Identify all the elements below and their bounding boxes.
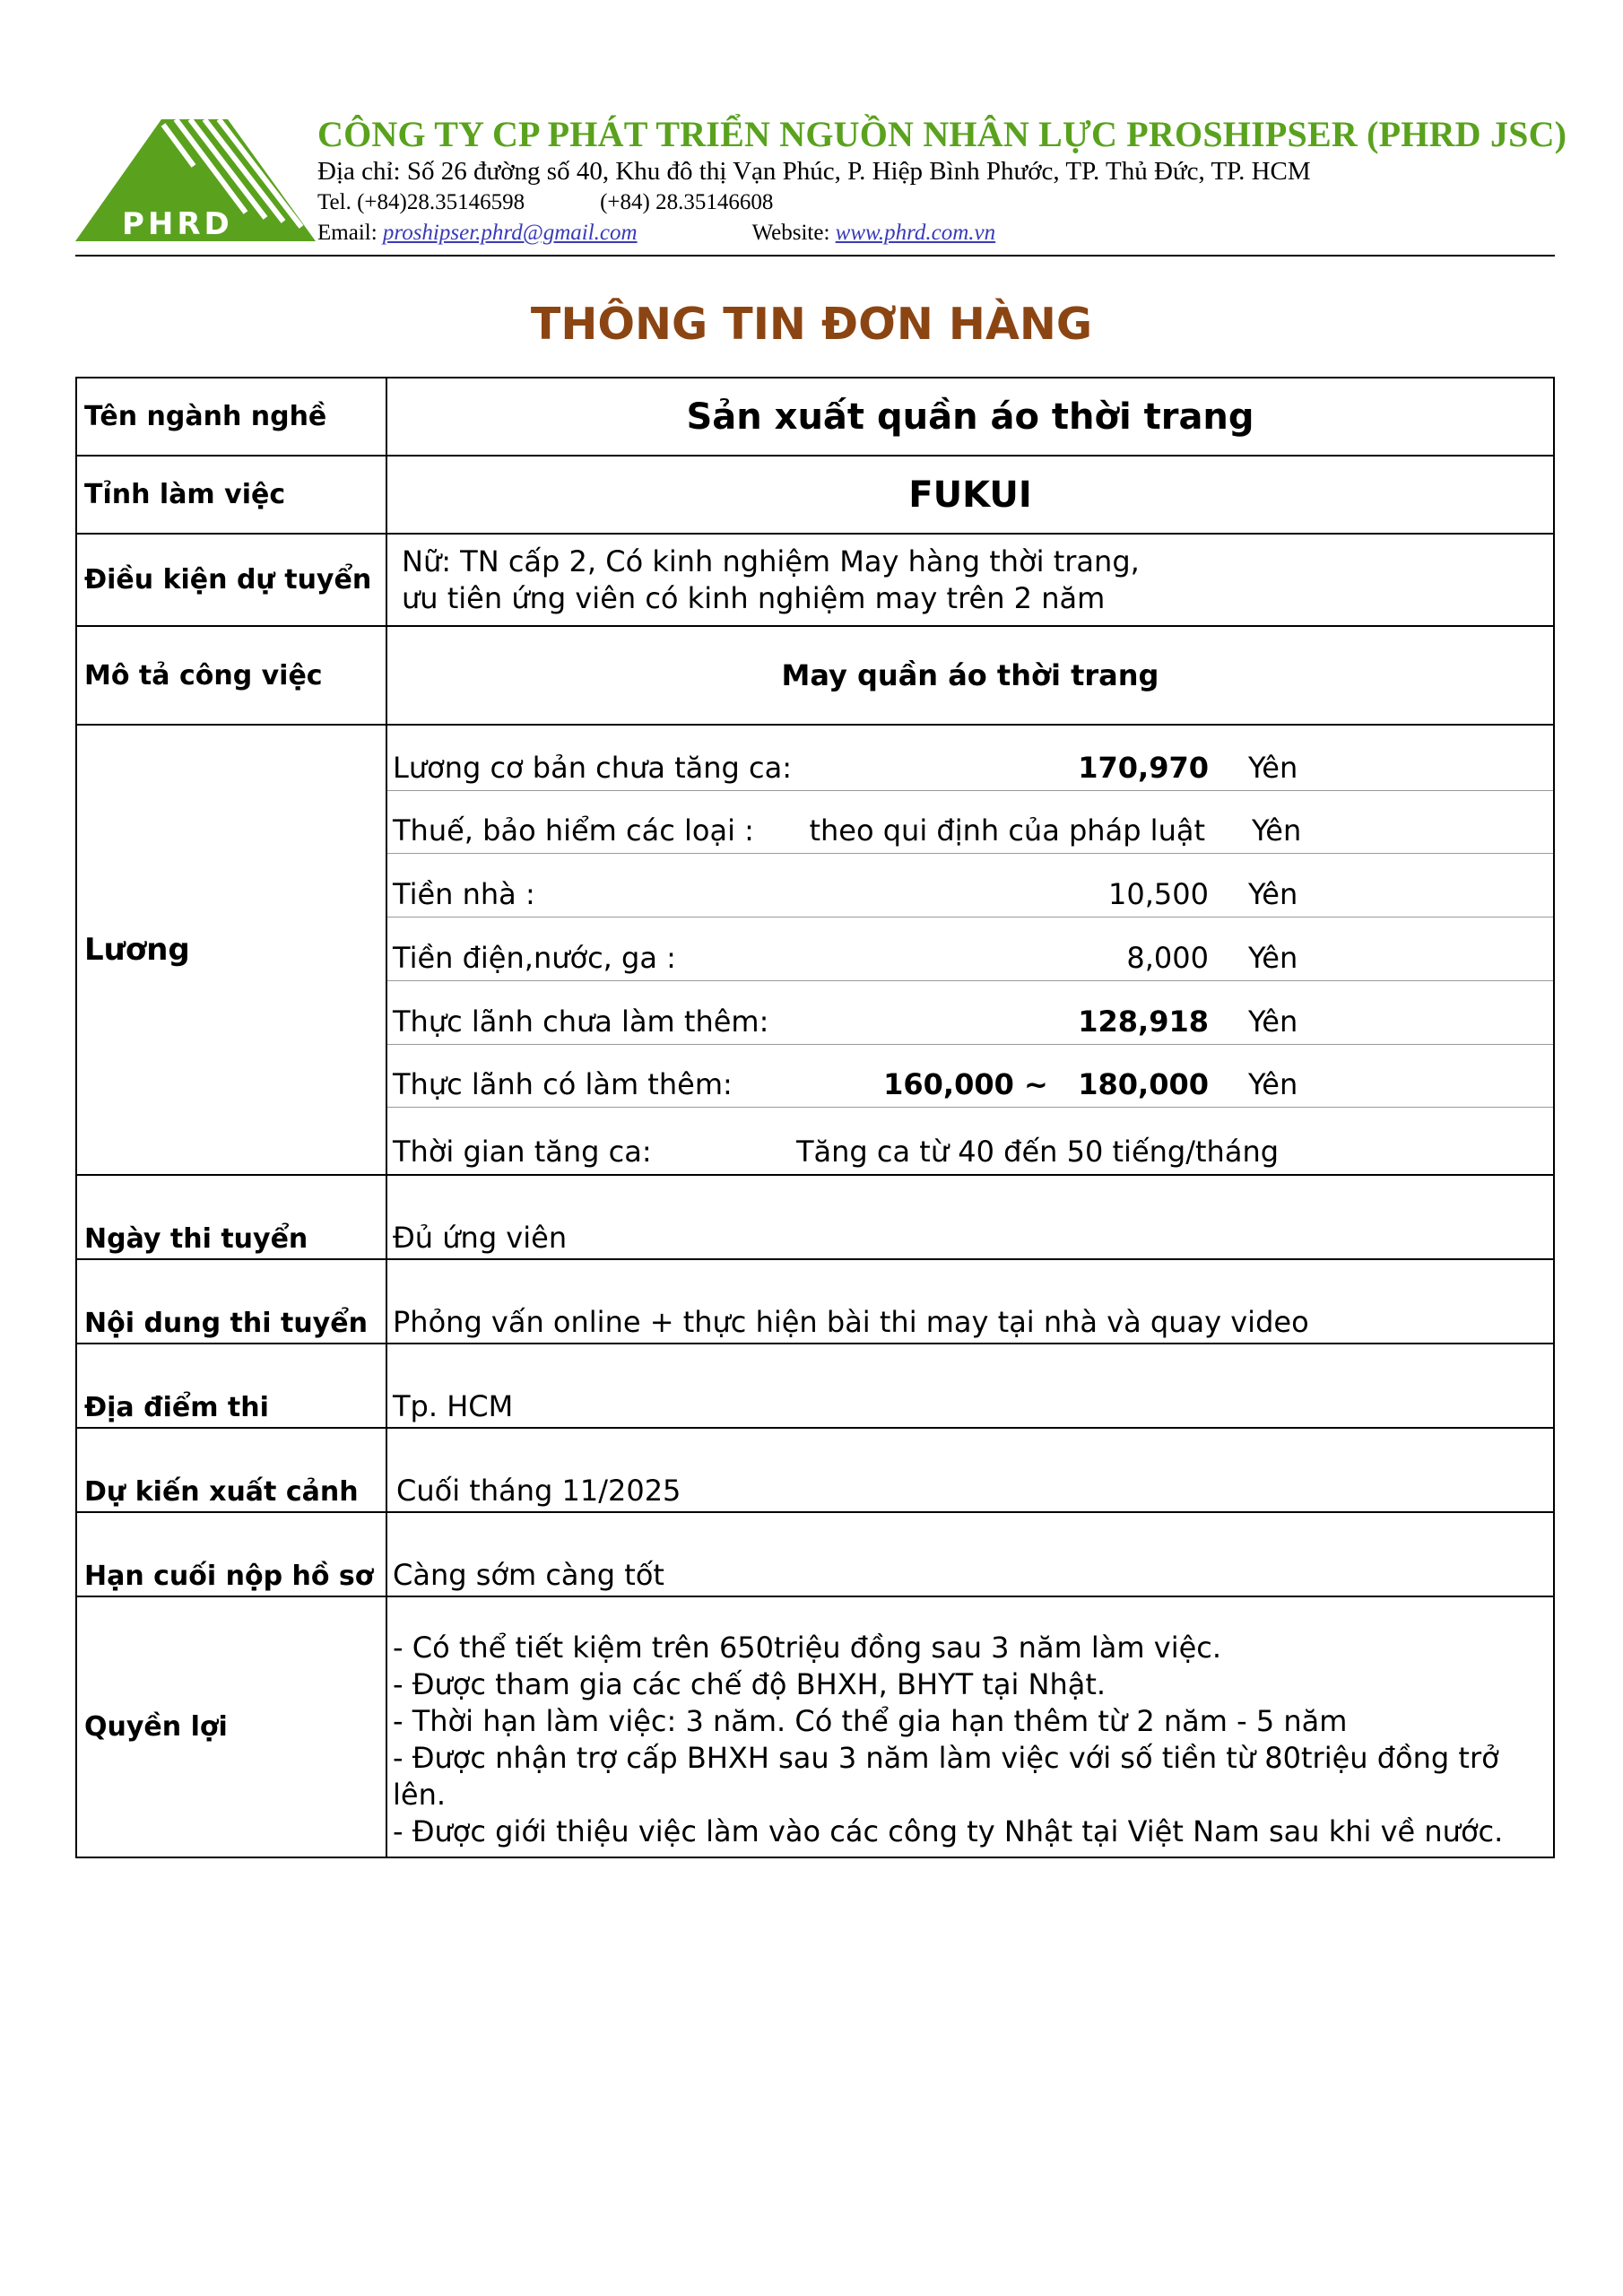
salary-item-label: Lương cơ bản chưa tăng ca: [393, 750, 793, 785]
row-exam-content [77, 1260, 1553, 1344]
requirements-cell [387, 535, 1553, 625]
company-info [317, 113, 1567, 248]
requirements-line-2: ưu tiên ứng viên có kinh nghiệm may trên 2 năm [402, 580, 1106, 615]
benefit-item: - Có thể tiết kiệm trên 650triệu đồng sau 3 năm làm việc. [393, 1631, 1222, 1665]
occupation-label: Tên ngành nghề [77, 378, 387, 455]
company-tel: Tel. (+84)28.35146598 [317, 190, 525, 214]
salary-cell [387, 726, 1553, 1174]
salary-item-label: Thực lãnh có làm thêm: [393, 1067, 733, 1102]
requirements-label: Điều kiện dự tuyển [77, 535, 387, 625]
occupation-cell [387, 378, 1553, 455]
benefit-item: - Được tham gia các chế độ BHXH, BHYT tại Nhật. [393, 1667, 1107, 1701]
salary-row-utilities [387, 918, 1553, 981]
salary-item-unit: Yên [1252, 813, 1302, 848]
row-exam-location [77, 1344, 1553, 1429]
salary-item-note: theo qui định của pháp luật [809, 813, 1205, 848]
salary-item-unit: Yên [1248, 1004, 1298, 1039]
exam-date-label: Ngày thi tuyển [77, 1176, 387, 1258]
email-label: Email: [317, 221, 378, 245]
salary-row-net-overtime [387, 1045, 1553, 1109]
salary-item-label: Tiền nhà : [393, 877, 535, 912]
row-deadline [77, 1513, 1553, 1597]
salary-row-overtime-hours [387, 1108, 1553, 1174]
company-contacts [317, 218, 1567, 248]
row-exam-date [77, 1176, 1553, 1260]
company-name: CÔNG TY CP PHÁT TRIỂN NGUỒN NHÂN LỰC PROSHIPSER (PHRD JSC) [317, 114, 1567, 154]
website-link[interactable]: www.phrd.com.vn [835, 221, 996, 245]
benefit-item: - Thời hạn làm việc: 3 năm. Có thể gia hạn thêm từ 2 năm - 5 năm [393, 1704, 1348, 1738]
benefits-cell [387, 1597, 1553, 1857]
benefits-label: Quyền lợi [77, 1597, 387, 1857]
salary-item-amount: 160,000 ~ 180,000 [883, 1067, 1209, 1102]
order-info-table [75, 377, 1555, 1858]
exam-location-value: Tp. HCM [393, 1389, 514, 1423]
prefecture-value: FUKUI [908, 474, 1032, 516]
salary-item-unit: Yên [1248, 750, 1298, 785]
document-title: THÔNG TIN ĐƠN HÀNG [530, 299, 1093, 350]
company-address: Địa chỉ: Số 26 đường số 40, Khu đô thị Vạn Phúc, P. Hiệp Bình Phước, TP. Thủ Đức, TP. HCM [317, 157, 1311, 186]
salary-item-label: Tiền điện,nước, ga : [393, 940, 676, 975]
exam-content-label: Nội dung thi tuyển [77, 1260, 387, 1343]
job-description-cell [387, 627, 1553, 724]
row-job-description [77, 627, 1553, 726]
salary-item-unit: Yên [1248, 940, 1298, 975]
deadline-value: Càng sớm càng tốt [393, 1558, 664, 1592]
company-tel2: (+84) 28.35146608 [600, 190, 774, 214]
company-phones [317, 187, 1567, 218]
prefecture-label: Tỉnh làm việc [77, 457, 387, 533]
benefits-list [393, 1630, 1553, 1850]
deadline-label: Hạn cuối nộp hồ sơ [77, 1513, 387, 1596]
job-description-label: Mô tả công việc [77, 627, 387, 724]
salary-breakdown [387, 726, 1553, 1174]
salary-item-label: Thuế, bảo hiểm các loại : [393, 813, 754, 848]
salary-row-basic [387, 726, 1553, 791]
salary-item-amount: 10,500 [1108, 877, 1209, 912]
row-prefecture [77, 457, 1553, 535]
email-link[interactable]: proshipser.phrd@gmail.com [382, 221, 638, 245]
salary-item-unit: Yên [1248, 1067, 1298, 1102]
departure-value: Cuối tháng 11/2025 [396, 1474, 681, 1508]
benefit-item: - Được giới thiệu việc làm vào các công ty Nhật tại Việt Nam sau khi về nước. [393, 1814, 1504, 1848]
requirements-value [387, 544, 1140, 617]
row-requirements [77, 535, 1553, 627]
row-occupation [77, 378, 1553, 457]
departure-label: Dự kiến xuất cảnh [77, 1429, 387, 1511]
salary-item-label: Thực lãnh chưa làm thêm: [393, 1004, 769, 1039]
salary-item-label: Thời gian tăng ca: [393, 1135, 652, 1169]
prefecture-cell [387, 457, 1553, 533]
row-departure [77, 1429, 1553, 1513]
salary-item-note: Tăng ca từ 40 đến 50 tiếng/tháng [795, 1135, 1280, 1169]
salary-item-unit: Yên [1248, 877, 1298, 912]
row-salary [77, 726, 1553, 1176]
svg-text:PHRD: PHRD [122, 206, 233, 241]
salary-row-tax [387, 791, 1553, 855]
header-divider [75, 255, 1555, 257]
salary-item-amount: 128,918 [1078, 1004, 1209, 1039]
row-benefits [77, 1597, 1553, 1857]
salary-label: Lương [77, 726, 387, 1174]
exam-content-value: Phỏng vấn online + thực hiện bài thi may tại nhà và quay video [393, 1305, 1309, 1339]
benefit-item: - Được nhận trợ cấp BHXH sau 3 năm làm việc với số tiền từ 80triệu đồng trở lên. [393, 1741, 1499, 1812]
salary-item-amount: 170,970 [1078, 750, 1209, 785]
salary-row-net [387, 981, 1553, 1045]
company-logo [75, 119, 316, 241]
exam-location-label: Địa điểm thi [77, 1344, 387, 1427]
salary-row-housing [387, 854, 1553, 918]
website-label: Website: [751, 221, 830, 245]
requirements-line-1: Nữ: TN cấp 2, Có kinh nghiệm May hàng thời trang, [402, 544, 1140, 578]
occupation-value: Sản xuất quần áo thời trang [686, 396, 1254, 438]
exam-date-value: Đủ ứng viên [393, 1221, 568, 1255]
job-description-value: May quần áo thời trang [781, 658, 1159, 692]
salary-item-amount: 8,000 [1126, 940, 1209, 975]
